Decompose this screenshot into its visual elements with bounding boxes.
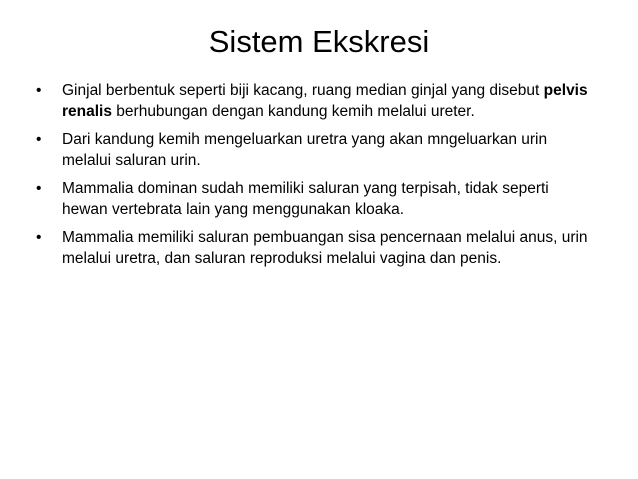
bullet-bold-term: pelvis renalis [62,82,588,120]
list-item [36,80,596,122]
list-item [36,178,596,220]
bullet-icon: • [36,180,42,197]
bullet-icon: • [36,131,42,148]
bullet-icon: • [36,229,42,246]
bullet-icon: • [36,82,42,99]
bullet-list [36,80,596,276]
list-item [36,227,596,269]
list-item [36,129,596,171]
slide-title: Sistem Ekskresi [208,24,430,59]
bullet-text: berhubungan dengan kandung kemih melalui ureter. [111,103,475,120]
bullet-text: Mammalia memiliki saluran pembuangan sisa pencernaan melalui anus, urin melalui uretra, dan saluran reproduksi melalui vagina dan penis. [62,229,588,267]
bullet-text: Mammalia dominan sudah memiliki saluran yang terpisah, tidak seperti hewan vertebrata lain yang menggunakan kloaka. [62,180,549,218]
bullet-text: Ginjal berbentuk seperti biji kacang, ruang median ginjal yang disebut [62,82,544,99]
bullet-text: Dari kandung kemih mengeluarkan uretra yang akan mngeluarkan urin melalui saluran urin. [62,131,548,169]
